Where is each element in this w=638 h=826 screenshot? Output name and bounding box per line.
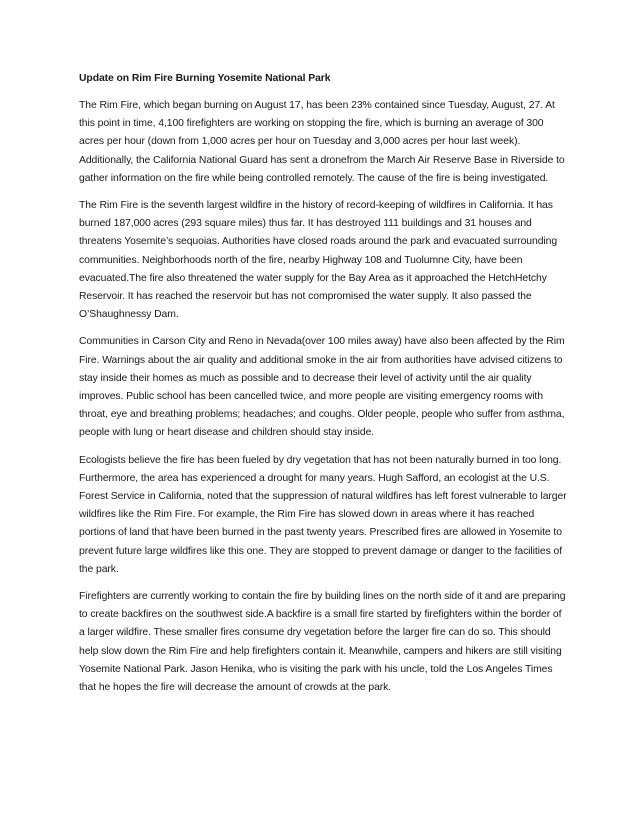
paragraph-4: Ecologists believe the fire has been fueled by dry vegetation that has not been naturally burned in too long. Furthermore, the area has experienced a drought for many years. Hugh Safford, an ecologist at the U.S. Forest Service in California, noted that the suppression of natural wildfires has left forest vulnerable to larger wildfires like the Rim Fire. For example, the Rim Fire has slowed down in areas where it has reached portions of land that have been burned in the past twenty years. Prescribed fires are allowed in Yosemite to prevent future large wildfires like this one. They are stopped to prevent damage or danger to the facilities of the park. bbox=[79, 454, 567, 575]
paragraph-5: Firefighters are currently working to contain the fire by building lines on the north side of it and are preparing to create backfires on the southwest side.A backfire is a small fire started by firefighters within the border of a larger wildfire. These smaller fires consume dry vegetation before the larger fire can do so. This should help slow down the Rim Fire and help firefighters contain it. Meanwhile, campers and hikers are still visiting Yosemite National Park. Jason Henika, who is visiting the park with his uncle, told the Los Angeles Times that he hopes the fire will decrease the amount of crowds at the park. bbox=[79, 591, 566, 694]
paragraph-2: The Rim Fire is the seventh largest wildfire in the history of record-keeping of wildfires in California. It has burned 187,000 acres (293 square miles) thus far. It has destroyed 111 buildings and 31 houses and threatens Yosemite’s sequoias. Authorities have closed roads around the park and evacuated surrounding communities. Neighborhoods north of the fire, nearby Highway 108 and Tuolumne City, have been evacuated.The fire also threatened the water supply for the Bay Area as it approached the HetchHetchy Reservoir. It has reached the reservoir but has not compromised the water supply. It also passed the O’Shaughnessy Dam. bbox=[79, 200, 558, 321]
document-title: Update on Rim Fire Burning Yosemite National Park bbox=[79, 73, 331, 84]
paragraph-1: The Rim Fire, which began burning on August 17, has been 23% contained since Tuesday, August, 27. At this point in time, 4,100 firefighters are working on stopping the fire, which is burning an average of 300 acres per hour (down from 1,000 acres per hour on Tuesday and 3,000 acres per hour last week). Additionally, the California National Guard has sent a dronefrom the March Air Reserve Base in Riverside to gather information on the fire while being controlled remotely. The cause of the fire is being investigated. bbox=[79, 100, 565, 184]
paragraph-3: Communities in Carson City and Reno in Nevada(over 100 miles away) have also been affected by the Rim Fire. Warnings about the air quality and additional smoke in the air from authorities have advised citizens to stay inside their homes as much as possible and to decrease their level of activity until the air quality improves. Public school has been cancelled twice, and more people are visiting emergency rooms with throat, eye and breathing problems; headaches; and coughs. Older people, people who suffer from asthma, people with lung or heart disease and children should stay inside. bbox=[79, 336, 565, 439]
document-page bbox=[79, 70, 567, 706]
